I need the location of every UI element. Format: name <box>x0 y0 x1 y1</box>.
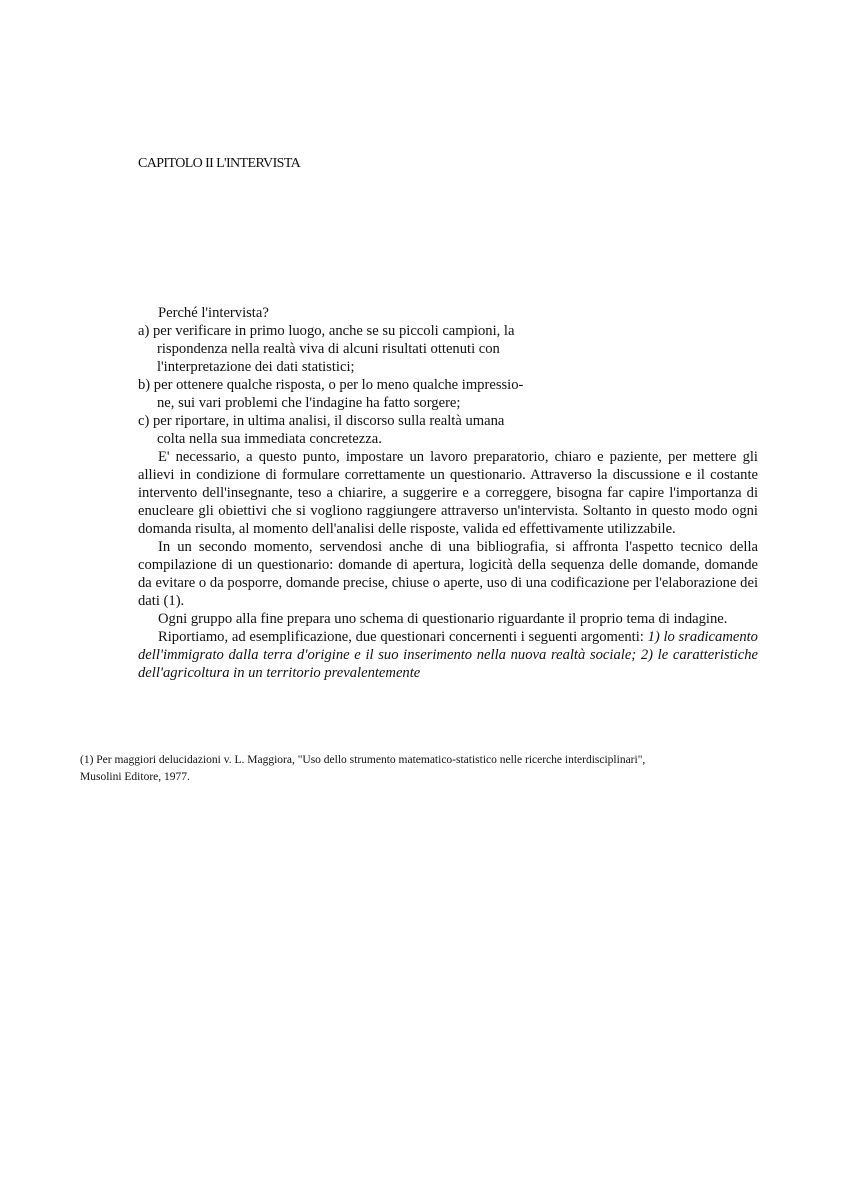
paragraph-1: E' necessario, a questo punto, impostare un lavoro preparatorio, chiaro e paziente, per mettere gli allievi in condizione di formulare correttamente un questionario. Attraverso la discussione e il costante intervento dell'insegnante, teso a chiarire, a suggerire e a correggere, bisogna far capire l'importanza di enucleare gli obiettivi che si vogliono raggiungere attraverso un'intervista. Soltanto in questo modo ogni domanda risulta, al momento dell'analisi delle risposte, valida ed effettivamente utilizzabile. <box>138 449 758 537</box>
list-item-c-line-2: colta nella sua immediata concretezza. <box>157 431 382 447</box>
list-item-a-line-3: l'interpretazione dei dati statistici; <box>157 359 355 375</box>
list-item-a-line-1: a) per verificare in primo luogo, anche se su piccoli campioni, la <box>138 323 515 339</box>
list-item-b-line-1: b) per ottenere qualche risposta, o per lo meno qualche impressio- <box>138 377 524 393</box>
list-item-b-line-2: ne, sui vari problemi che l'indagine ha fatto sorgere; <box>157 395 461 411</box>
list-item-c-line-1: c) per riportare, in ultima analisi, il discorso sulla realtà umana <box>138 413 505 429</box>
footnote-line-1: (1) Per maggiori delucidazioni v. L. Maggiora, "Uso dello strumento matematico-statistico nelle ricerche interdisciplinari", <box>80 754 646 766</box>
body-text <box>138 448 758 682</box>
footnote-line-2: Musolini Editore, 1977. <box>80 771 190 783</box>
paragraph-4-start: Riportiamo, ad esemplificazione, due questionari concernenti i seguenti argomenti: <box>158 629 644 645</box>
paragraph-2: In un secondo momento, servendosi anche di una bibliografia, si affronta l'aspetto tecnico della compilazione di un questionario: domande di apertura, logicità della sequenza delle domande, domande da evitare o da posporre, domande precise, chiuse o aperte, uso di una codificazione per l'elaborazione dei dati (1). <box>138 539 758 609</box>
paragraph-3: Ogni gruppo alla fine prepara uno schema di questionario riguardante il proprio tema di indagine. <box>158 611 728 627</box>
paragraph-4 <box>138 628 758 682</box>
chapter-title: CAPITOLO II L'INTERVISTA <box>138 156 301 171</box>
footnote <box>80 752 780 786</box>
paragraph-4-italic: 1) lo sradicamento dell'immigrato dalla terra d'origine e il suo inserimento nella nuova realtà sociale; 2) le caratteristiche dell'agricoltura in un territorio prevalentemente <box>138 629 758 681</box>
question-line: Perché l'intervista? <box>158 305 269 321</box>
list-item-a-line-2: rispondenza nella realtà viva di alcuni risultati ottenuti con <box>157 341 500 357</box>
